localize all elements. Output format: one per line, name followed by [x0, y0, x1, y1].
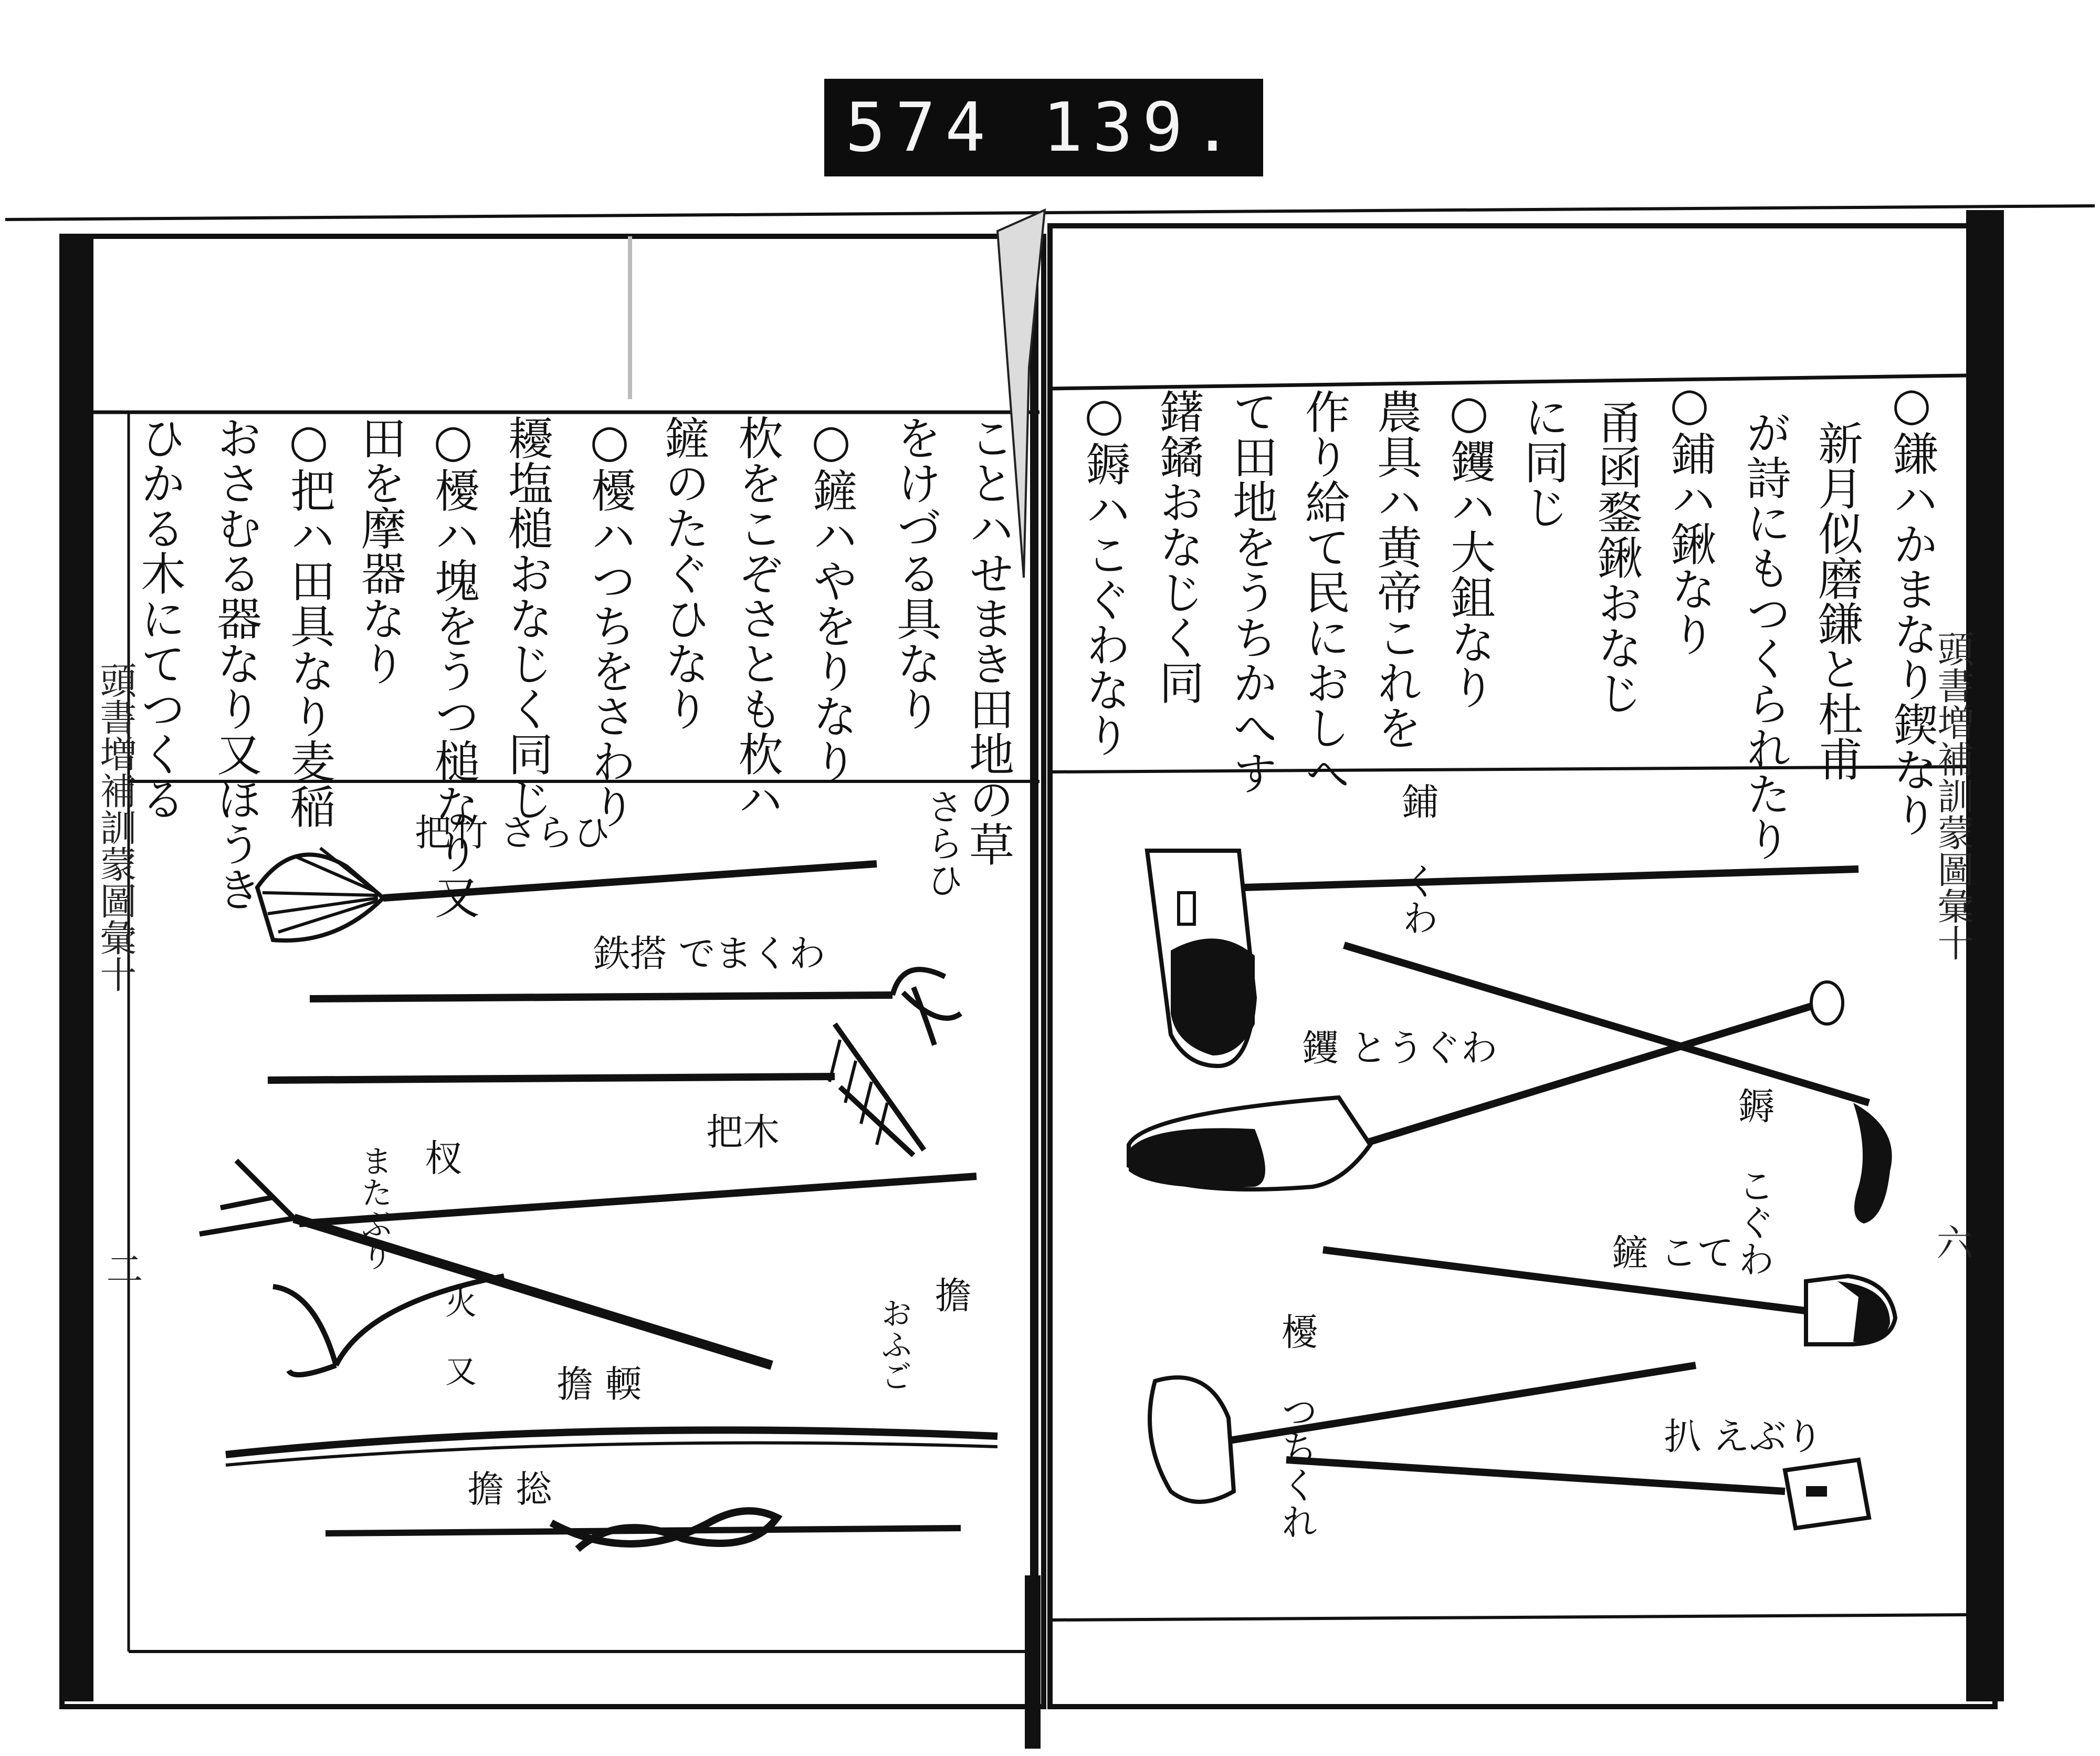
left-text-col-1: ことハせまき田地の草 — [961, 415, 1014, 866]
right-text-col-1: ○鎌ハかまなり鍥なり — [1885, 378, 1938, 837]
carry-pole-label: 擔 捴 — [467, 1468, 553, 1511]
right-text-col-12: ○鎒ハこぐわなり — [1078, 389, 1130, 757]
spade-label: 鋪 くわ — [1396, 782, 1439, 936]
spade-illustration — [1147, 851, 1858, 1066]
iron-rake-label: 鉄搭 でまくわ — [593, 932, 826, 975]
right-text-col-6: に同じ — [1516, 394, 1569, 529]
left-margin-title: 頭書増補訓蒙圖彙十 — [94, 662, 137, 992]
left-text-col-11: おさむる器なり又ほうき — [209, 415, 261, 912]
pole-kana: おふご — [876, 1297, 912, 1392]
left-text-col-10: ○把ハ田具なり麦稲 — [282, 415, 335, 829]
small-hoe-label: 鏟 こて — [1612, 1231, 1734, 1274]
right-text-col-7: ○钁ハ大鉏なり — [1443, 386, 1495, 709]
left-text-col-5: 鏟のたぐひなり — [657, 415, 709, 731]
right-folio: 六 — [1930, 1224, 1973, 1260]
right-text-col-4: ○鋪ハ鍬なり — [1663, 378, 1716, 656]
wooden-rake-label: 把木 — [706, 1111, 780, 1154]
plate-number-left: 574 — [845, 88, 995, 167]
fork-cross-label: 火 又 — [440, 1287, 477, 1386]
right-text-col-8: 農具ハ黄帝これを — [1369, 389, 1422, 750]
bamboo-rake-kana: さらひ — [921, 788, 964, 898]
pole-label: 擔 — [929, 1276, 972, 1313]
left-text-col-2: をけづる具なり — [889, 415, 941, 731]
hoe-illustration — [1344, 945, 1892, 1224]
left-text-col-4: 杴をこぞさとも杴ハ — [730, 415, 783, 821]
left-text-col-3: ○鏟ハやをりなり — [805, 415, 857, 783]
left-text-col-9: 田を摩器なり — [353, 415, 406, 686]
right-text-col-10: て田地をうちかへす — [1225, 389, 1277, 795]
fork-kana: またぶり — [356, 1145, 393, 1271]
board-rake-illustration — [1286, 1460, 1869, 1528]
mattock-label: 钁 とうぐわ — [1302, 1027, 1498, 1070]
right-margin-title: 頭書増補訓蒙圖彙十 — [1931, 630, 1975, 961]
hoe-label: 鎒 こぐわ — [1732, 1087, 1775, 1277]
bamboo-rake-label: 把竹 さらひ — [415, 811, 611, 854]
left-text-col-6: ○櫌ハつちをさわり — [583, 415, 636, 829]
right-text-col-2: 新月似磨鎌と杜甫 — [1810, 420, 1863, 781]
plate-number-right: 139. — [1042, 88, 1242, 167]
small-hoe-illustration — [1323, 1250, 1895, 1344]
fork-label: 杈 — [425, 1137, 462, 1180]
board-rake-label: 扒 えぶり — [1664, 1415, 1823, 1458]
right-text-col-3: が詩にもつくられたり — [1738, 410, 1791, 861]
left-folio: 二 — [100, 1250, 143, 1287]
yoke-label: 擔 輭 — [556, 1363, 642, 1406]
left-text-col-8: ○櫌ハ塊をうつ槌なり又 — [427, 415, 479, 919]
right-text-col-9: 作り給て民におしへ — [1297, 389, 1350, 795]
right-text-col-11: 鐯鐍おなじく同 — [1151, 389, 1204, 705]
right-text-col-5: 甬函鍪鍬おなじ — [1590, 399, 1642, 715]
left-text-col-12: ひかる木にてつくる — [133, 415, 185, 821]
mallet-label: 櫌 つちくれ — [1275, 1313, 1318, 1540]
left-text-col-7: 耰塩槌おなじく同じ — [500, 415, 553, 821]
